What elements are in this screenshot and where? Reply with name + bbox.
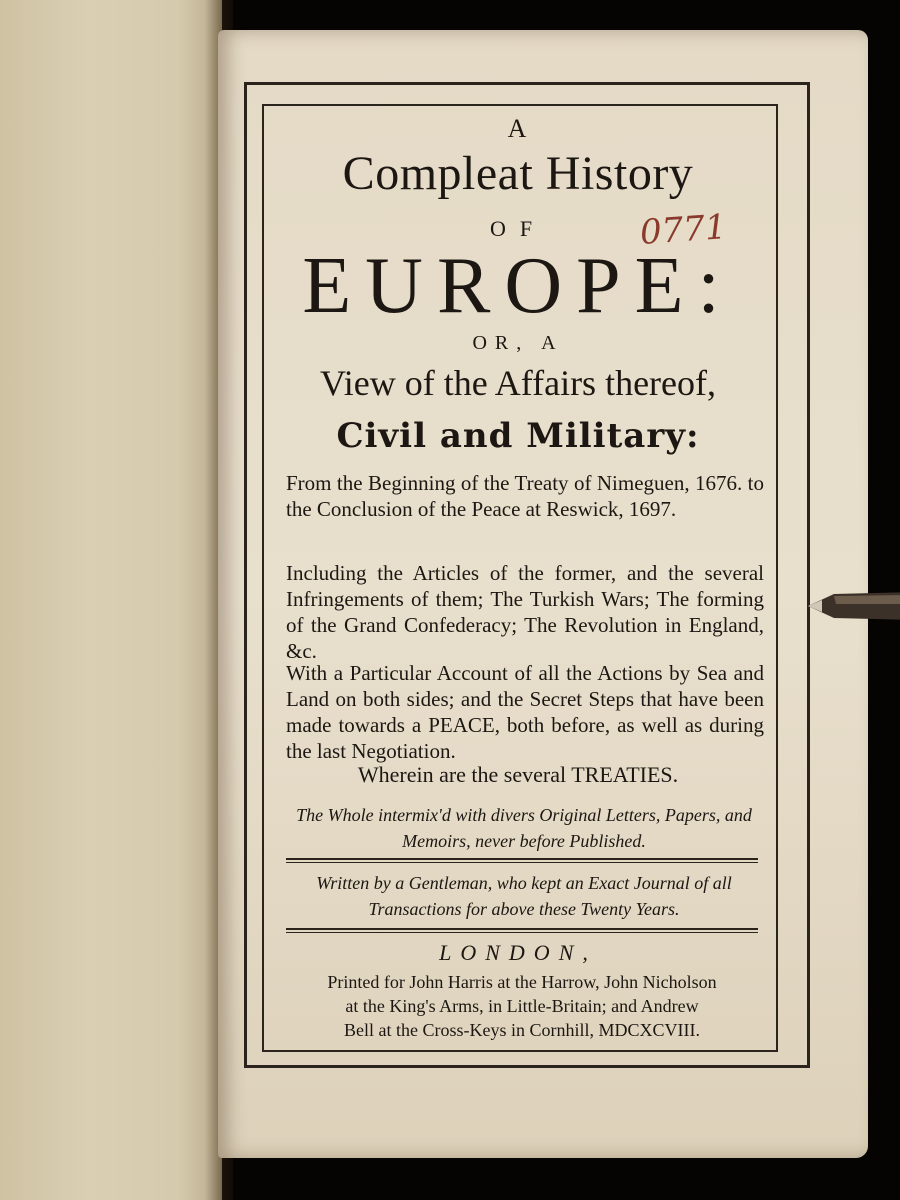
intermixed-note: The Whole intermix'd with divers Original Letters, Papers, and Memoirs, never before Published. [296, 805, 752, 851]
handwritten-annotation: 0771 [638, 207, 728, 253]
imprint-line: Bell at the Cross-Keys in Cornhill, MDCXCVIII. [344, 1020, 700, 1040]
imprint-place: LONDON, [439, 940, 597, 965]
subtitle-or-a: OR, A [472, 332, 564, 354]
divider-rule [286, 862, 758, 863]
divider-rule [286, 858, 758, 860]
subtitle-civil-military: Civil and Military: [336, 416, 700, 456]
description-paragraph-3: With a Particular Account of all the Actions by Sea and Land on both sides; and the Secret Steps that have been made towards a PEACE, both before, as well as during the last Negotiation. [286, 661, 764, 763]
authorship-note: Written by a Gentleman, who kept an Exact Journal of all Transactions for above these Twenty Years. [316, 873, 732, 919]
imprint-statement [278, 970, 766, 1042]
imprint-line: at the King's Arms, in Little-Britain; and Andrew [345, 996, 699, 1016]
main-title: Compleat History [342, 147, 694, 200]
title-article: A [507, 114, 529, 143]
divider-rule [286, 928, 758, 930]
title-of: OF [489, 216, 547, 241]
left-page [0, 0, 222, 1200]
divider-rule [286, 932, 758, 933]
subtitle-view: View of the Affairs thereof, [319, 363, 717, 403]
imprint-line: Printed for John Harris at the Harrow, John Nicholson [327, 972, 717, 992]
title-europe: EUROPE: [302, 242, 734, 330]
description-paragraph-2: Including the Articles of the former, and the several Infringements of them; The Turkish Wars; The forming of the Grand Confederacy; The Revolution in England, &c. [286, 561, 764, 663]
treaties-line: Wherein are the several TREATIES. [357, 762, 679, 787]
pencil-icon [804, 584, 900, 628]
description-paragraph-1: From the Beginning of the Treaty of Nimeguen, 1676. to the Conclusion of the Peace at Reswick, 1697. [286, 471, 764, 521]
